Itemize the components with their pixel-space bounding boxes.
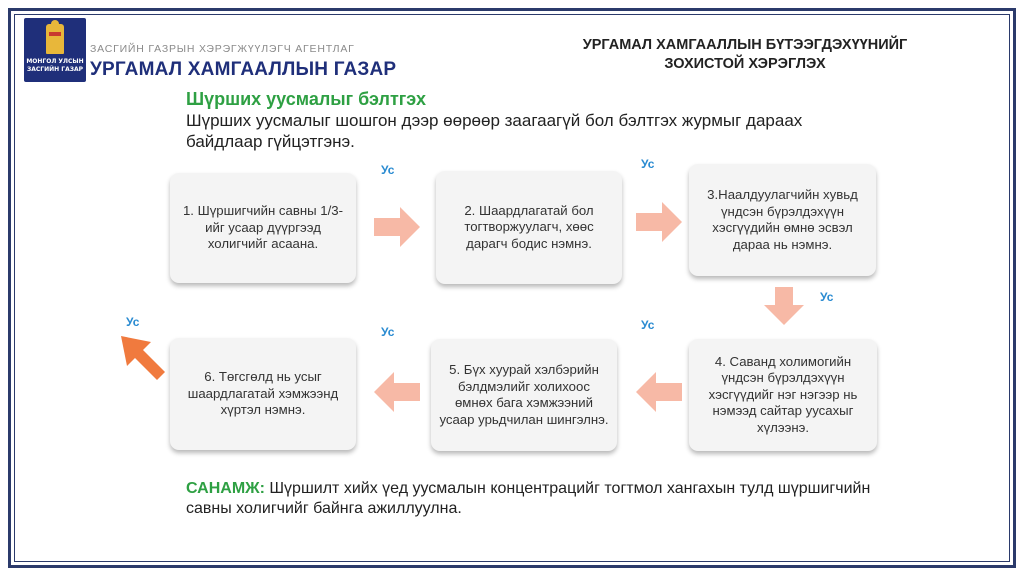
agency-logo — [24, 18, 86, 82]
flow-label-water: Ус — [820, 290, 834, 304]
arrow-up-left-icon — [121, 336, 169, 384]
logo-text — [24, 58, 86, 74]
document-title — [540, 36, 950, 74]
step-3: 3.Наалдуулагчийн хувьд үндсэн бүрэлдэхүүн хэсгүүдийн өмнө эсвэл дараа нь нэмнэ. — [689, 164, 876, 276]
section-title: Шүрших уусмалыг бэлтгэх — [186, 89, 426, 109]
agency-name: УРГАМАЛ ХАМГААЛЛЫН ГАЗАР — [90, 59, 397, 80]
flow-label-water: Ус — [126, 315, 140, 329]
document-title-line1: УРГАМАЛ ХАМГААЛЛЫН БҮТЭЭГДЭХҮҮНИЙГ — [582, 37, 908, 53]
section-intro: Шүрших уусмалыг шошгон дээр өөрөөр заагаагүй бол бэлтгэх журмыг дараах байдлаар гүйцэтгэнэ. — [186, 111, 803, 151]
flow-label-water: Ус — [641, 157, 655, 171]
arrow-left-icon — [374, 372, 420, 412]
arrow-right-icon — [374, 207, 420, 247]
flow-label-water: Ус — [381, 325, 395, 339]
step-4: 4. Саванд холимогийн үндсэн бүрэлдэхүүн хэсгүүдийг нэг нэгээр нь нэмээд сайтар уусахыг хүлээнэ. — [689, 339, 877, 451]
note-text: Шүршилт хийх үед уусмалын концентрацийг тогтмол хангахын тулд шүршигчийн савны холигчийг байнга ажиллуулна. — [186, 480, 871, 517]
step-1: 1. Шүршигчийн савны 1/3-ийг усаар дүүргээд холигчийг асаана. — [170, 173, 356, 283]
note-label: САНАМЖ: — [186, 480, 265, 497]
document-title-line2: ЗОХИСТОЙ ХЭРЭГЛЭХ — [664, 56, 826, 72]
step-5: 5. Бүх хуурай хэлбэрийн бэлдмэлийг холихоос өмнөх бага хэмжээний усаар урьдчилан шингэлнэ. — [431, 339, 617, 451]
logo-text-line2: ЗАСГИЙН ГАЗАР — [26, 66, 84, 73]
arrow-down-icon — [764, 287, 804, 325]
agency-subtitle: ЗАСГИЙН ГАЗРЫН ХЭРЭГЖҮҮЛЭГЧ АГЕНТЛАГ — [90, 43, 355, 55]
arrow-left-icon — [636, 372, 682, 412]
flow-label-water: Ус — [381, 163, 395, 177]
flow-label-water: Ус — [641, 318, 655, 332]
soyombo-emblem-icon — [46, 24, 64, 54]
note — [186, 479, 886, 519]
arrow-right-icon — [636, 202, 682, 242]
step-2: 2. Шаардлагатай бол тогтворжуулагч, хөөс дарагч бодис нэмнэ. — [436, 171, 622, 284]
logo-text-line1: МОНГОЛ УЛСЫН — [26, 58, 84, 65]
step-6: 6. Төгсгөлд нь усыг шаардлагатай хэмжээнд хүртэл нэмнэ. — [170, 338, 356, 450]
